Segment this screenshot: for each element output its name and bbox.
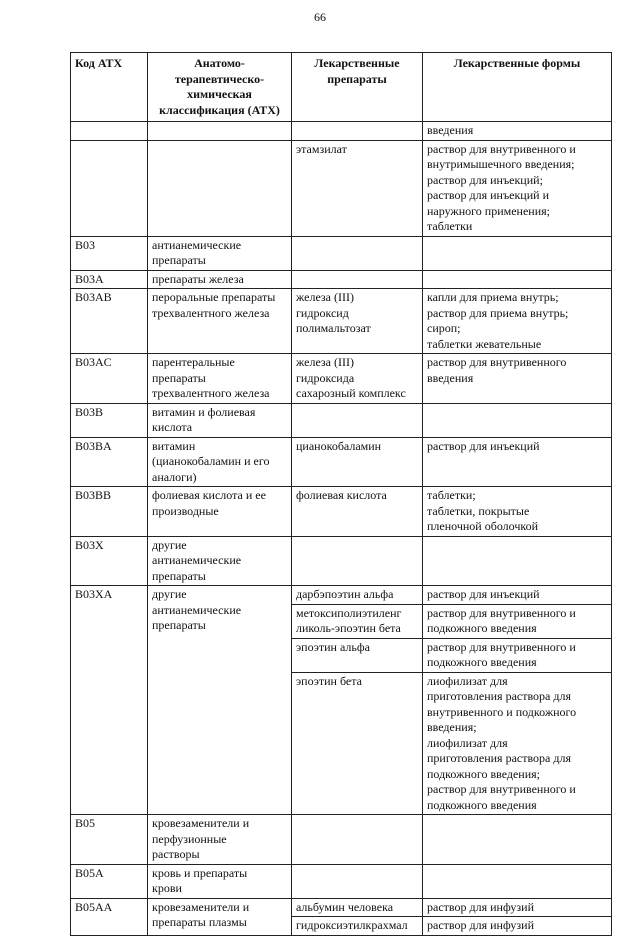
cell-code: B03B bbox=[71, 403, 148, 437]
cell-form bbox=[423, 270, 612, 289]
cell-form bbox=[423, 403, 612, 437]
cell-code bbox=[71, 140, 148, 236]
table-header-row bbox=[71, 53, 612, 122]
cell-classification: кровь и препараты крови bbox=[148, 864, 292, 898]
cell-code: B05AA bbox=[71, 898, 148, 935]
cell-form bbox=[423, 536, 612, 586]
cell-form: раствор для инъекций bbox=[423, 437, 612, 487]
cell-classification: витамин и фолиевая кислота bbox=[148, 403, 292, 437]
cell-code: B05A bbox=[71, 864, 148, 898]
cell-drug bbox=[292, 536, 423, 586]
cell-drug: железа (III) гидроксид полимальтозат bbox=[292, 289, 423, 354]
header-dosage-forms: Лекарственные формы bbox=[423, 53, 612, 122]
cell-drug bbox=[292, 122, 423, 141]
table-row bbox=[71, 289, 612, 354]
table-row bbox=[71, 354, 612, 404]
table-row bbox=[71, 236, 612, 270]
cell-form: раствор для внутривенного и подкожного введения bbox=[423, 638, 612, 672]
cell-form bbox=[423, 864, 612, 898]
cell-code: B03AB bbox=[71, 289, 148, 354]
cell-drug: гидроксиэтилкрахмал bbox=[292, 917, 423, 936]
table-row bbox=[71, 270, 612, 289]
header-drugs: Лекарственные препараты bbox=[292, 53, 423, 122]
cell-classification: другие антианемические препараты bbox=[148, 586, 292, 815]
cell-code: B03BB bbox=[71, 487, 148, 537]
cell-classification: кровезаменители и перфузионные растворы bbox=[148, 815, 292, 865]
cell-form: раствор для внутривенного введения bbox=[423, 354, 612, 404]
cell-classification bbox=[148, 122, 292, 141]
table-row bbox=[71, 815, 612, 865]
cell-form: введения bbox=[423, 122, 612, 141]
table-row bbox=[71, 536, 612, 586]
cell-drug: железа (III) гидроксида сахарозный комплекс bbox=[292, 354, 423, 404]
cell-code: B03BA bbox=[71, 437, 148, 487]
cell-classification bbox=[148, 140, 292, 236]
cell-drug bbox=[292, 236, 423, 270]
header-atx-classification: Анатомо- терапевтическо- химическая классификация (АТХ) bbox=[148, 53, 292, 122]
cell-drug bbox=[292, 864, 423, 898]
cell-form: раствор для внутривенного и внутримышечного введения; раствор для инъекций; раствор для инъекций и наружного применения; таблетки bbox=[423, 140, 612, 236]
table-row bbox=[71, 586, 612, 605]
cell-drug: дарбэпоэтин альфа bbox=[292, 586, 423, 605]
cell-classification: парентеральные препараты трехвалентного железа bbox=[148, 354, 292, 404]
cell-classification: пероральные препараты трехвалентного железа bbox=[148, 289, 292, 354]
cell-form: капли для приема внутрь; раствор для приема внутрь; сироп; таблетки жевательные bbox=[423, 289, 612, 354]
cell-form: раствор для инфузий bbox=[423, 917, 612, 936]
table-row bbox=[71, 122, 612, 141]
table-row bbox=[71, 403, 612, 437]
atx-table bbox=[70, 52, 612, 936]
cell-drug: фолиевая кислота bbox=[292, 487, 423, 537]
cell-form: таблетки; таблетки, покрытые пленочной оболочкой bbox=[423, 487, 612, 537]
cell-code: B03XA bbox=[71, 586, 148, 815]
cell-classification: фолиевая кислота и ее производные bbox=[148, 487, 292, 537]
cell-code: B03X bbox=[71, 536, 148, 586]
table-row bbox=[71, 864, 612, 898]
cell-drug bbox=[292, 270, 423, 289]
cell-drug: эпоэтин бета bbox=[292, 672, 423, 815]
cell-code bbox=[71, 122, 148, 141]
cell-form: раствор для инфузий bbox=[423, 898, 612, 917]
table-row bbox=[71, 487, 612, 537]
cell-classification: другие антианемические препараты bbox=[148, 536, 292, 586]
cell-code: B03A bbox=[71, 270, 148, 289]
cell-form bbox=[423, 236, 612, 270]
cell-drug: альбумин человека bbox=[292, 898, 423, 917]
table-row bbox=[71, 437, 612, 487]
cell-form bbox=[423, 815, 612, 865]
cell-code: B03 bbox=[71, 236, 148, 270]
cell-drug: цианокобаламин bbox=[292, 437, 423, 487]
cell-form: лиофилизат для приготовления раствора для внутривенного и подкожного введения; лиофилизат для приготовления раствора для подкожного введения; раствор для внутривенного и подкожного введения bbox=[423, 672, 612, 815]
cell-classification: антианемические препараты bbox=[148, 236, 292, 270]
cell-drug bbox=[292, 815, 423, 865]
header-atx-code: Код АТХ bbox=[71, 53, 148, 122]
cell-drug: этамзилат bbox=[292, 140, 423, 236]
page-number: 66 bbox=[314, 10, 326, 24]
cell-code: B03AC bbox=[71, 354, 148, 404]
cell-form: раствор для инъекций bbox=[423, 586, 612, 605]
cell-classification: препараты железа bbox=[148, 270, 292, 289]
cell-drug bbox=[292, 403, 423, 437]
cell-classification: витамин (цианокобаламин и его аналоги) bbox=[148, 437, 292, 487]
table-row bbox=[71, 898, 612, 917]
table-row bbox=[71, 140, 612, 236]
cell-drug: метоксиполиэтиленг ликоль-эпоэтин бета bbox=[292, 604, 423, 638]
cell-classification: кровезаменители и препараты плазмы bbox=[148, 898, 292, 935]
cell-form: раствор для внутривенного и подкожного введения bbox=[423, 604, 612, 638]
cell-code: B05 bbox=[71, 815, 148, 865]
cell-drug: эпоэтин альфа bbox=[292, 638, 423, 672]
